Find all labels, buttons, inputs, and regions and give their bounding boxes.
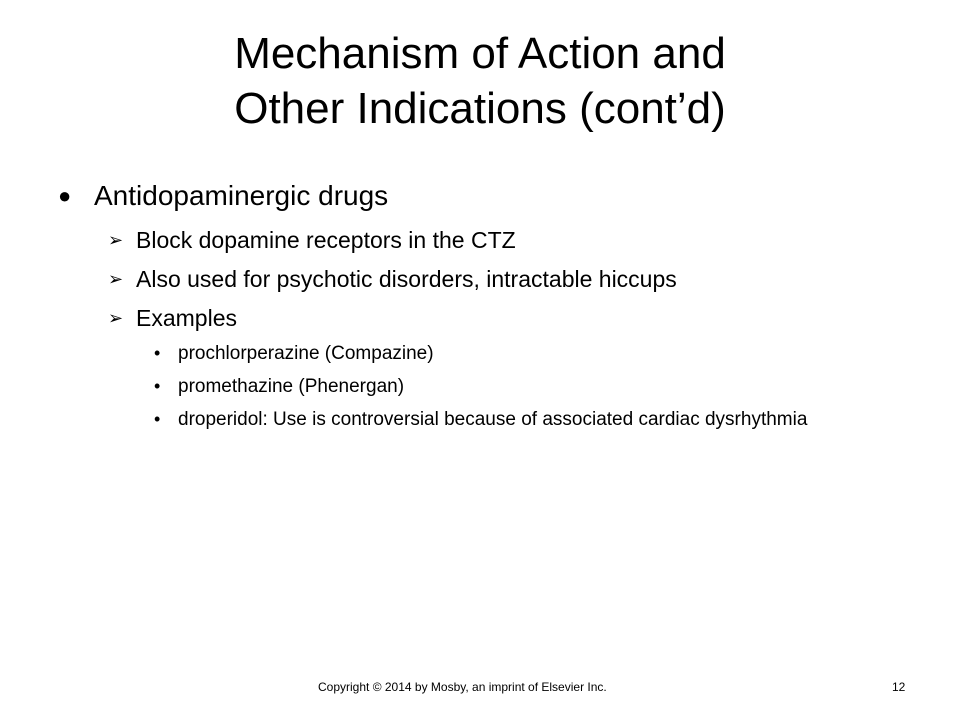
example-promethazine bbox=[58, 375, 928, 399]
copyright-notice: Copyright © 2014 by Mosby, an imprint of Elsevier Inc. bbox=[318, 680, 607, 694]
arrow-bullet-icon: ➢ bbox=[108, 230, 124, 250]
dot-bullet-icon: • bbox=[154, 376, 161, 396]
bullet-text: Antidopaminergic drugs bbox=[94, 180, 389, 211]
title-line-1: Mechanism of Action and bbox=[234, 29, 726, 78]
slide-title bbox=[120, 26, 840, 136]
arrow-bullet-icon: ➢ bbox=[108, 269, 124, 289]
dot-bullet-icon: • bbox=[154, 409, 161, 429]
sub-bullet-text: Also used for psychotic disorders, intractable hiccups bbox=[136, 266, 677, 292]
example-text: prochlorperazine (Compazine) bbox=[178, 343, 434, 364]
bullet-antidopaminergic-drugs bbox=[58, 176, 928, 216]
arrow-bullet-icon: ➢ bbox=[108, 308, 124, 328]
example-prochlorperazine bbox=[58, 342, 928, 366]
slide-content bbox=[58, 176, 928, 432]
sub-bullet-examples bbox=[58, 303, 928, 333]
sub-bullet-text: Block dopamine receptors in the CTZ bbox=[136, 227, 516, 253]
example-text: promethazine (Phenergan) bbox=[178, 376, 405, 397]
sub-bullet-text: Examples bbox=[136, 305, 237, 331]
sub-bullet-psychotic-disorders bbox=[58, 264, 928, 294]
title-line-2: Other Indications (cont’d) bbox=[234, 84, 726, 133]
round-bullet-icon: ● bbox=[58, 183, 72, 208]
sub-bullet-block-dopamine bbox=[58, 225, 928, 255]
example-droperidol bbox=[58, 408, 928, 432]
page-number: 12 bbox=[892, 680, 906, 694]
example-text: droperidol: Use is controversial because of associated cardiac dysrhythmia bbox=[178, 409, 808, 430]
dot-bullet-icon: • bbox=[154, 343, 161, 363]
